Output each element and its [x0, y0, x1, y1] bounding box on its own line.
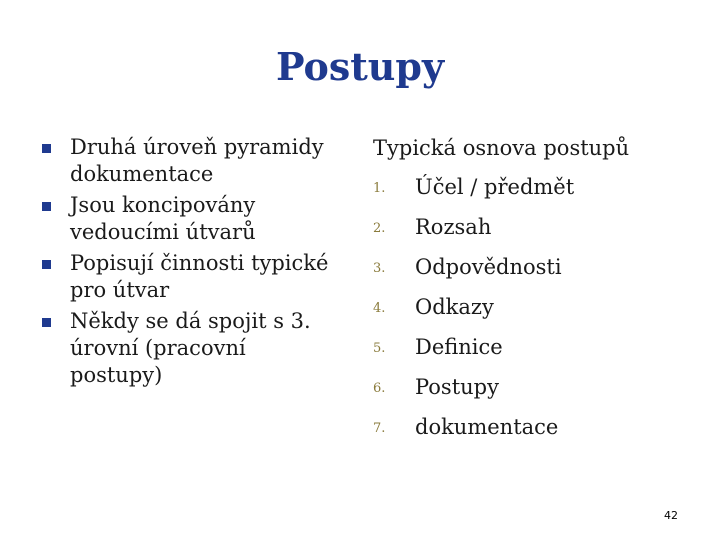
outline-item	[373, 293, 693, 333]
outline-number: 1.	[373, 181, 386, 196]
outline-text: Postupy	[415, 375, 499, 399]
square-bullet-icon	[42, 144, 51, 153]
outline-number: 3.	[373, 261, 386, 276]
outline-item	[373, 413, 693, 453]
outline-heading: Typická osnova postupů	[373, 136, 630, 160]
bullet-text: Jsou koncipovány vedoucími útvarů	[70, 193, 256, 244]
bullet-text: Popisují činnosti typické pro útvar	[70, 251, 329, 302]
outline-text: Odkazy	[415, 295, 494, 319]
outline-text: dokumentace	[415, 415, 559, 439]
bullet-list	[42, 134, 342, 393]
bullet-text: Někdy se dá spojit s 3. úrovní (pracovní postupy)	[70, 309, 311, 387]
outline-text: Odpovědnosti	[415, 255, 562, 279]
outline-text: Účel / předmět	[415, 175, 575, 199]
square-bullet-icon	[42, 318, 51, 327]
outline-item	[373, 173, 693, 213]
outline-number: 6.	[373, 381, 386, 396]
outline-item	[373, 213, 693, 253]
outline-number: 4.	[373, 301, 386, 316]
bullet-item	[42, 308, 342, 389]
page-number: 42	[664, 509, 678, 522]
outline-item	[373, 373, 693, 413]
outline-number: 2.	[373, 221, 386, 236]
bullet-item	[42, 134, 342, 188]
bullet-item	[42, 250, 342, 304]
outline-text: Definice	[415, 335, 503, 359]
bullet-item	[42, 192, 342, 246]
bullet-text: Druhá úroveň pyramidy dokumentace	[70, 135, 324, 186]
outline-item	[373, 253, 693, 293]
square-bullet-icon	[42, 260, 51, 269]
outline-section	[373, 134, 693, 453]
outline-number: 5.	[373, 341, 386, 356]
slide-title: Postupy	[275, 44, 445, 89]
outline-item	[373, 333, 693, 373]
outline-number: 7.	[373, 421, 386, 436]
outline-text: Rozsah	[415, 215, 492, 239]
square-bullet-icon	[42, 202, 51, 211]
